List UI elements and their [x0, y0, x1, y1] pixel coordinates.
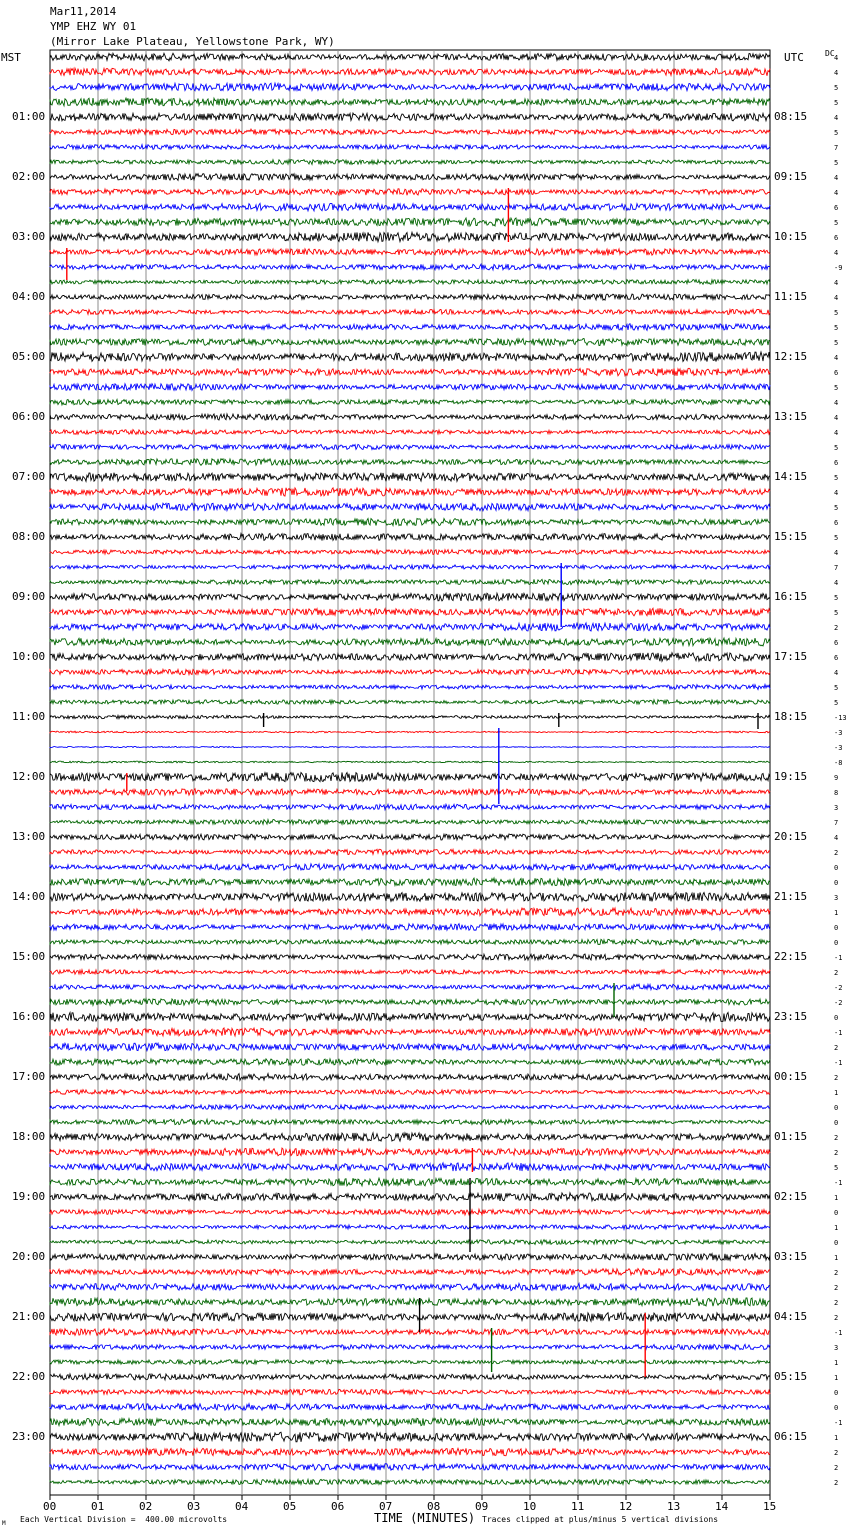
seismic-trace [50, 1133, 770, 1141]
dc-offset-value: 5 [834, 339, 839, 347]
dc-offset-value: 5 [834, 474, 839, 482]
dc-offset-value: 5 [834, 1164, 839, 1172]
dc-offset-value: 1 [834, 1224, 839, 1232]
dc-offset-value: 4 [834, 174, 839, 182]
dc-offset-value: 6 [834, 639, 839, 647]
right-timezone-label: UTC [784, 51, 804, 64]
seismic-trace [50, 324, 770, 331]
dc-offset-value: 4 [834, 834, 839, 842]
dc-offset-value: 2 [834, 1299, 839, 1307]
dc-offset-value: 4 [834, 114, 839, 122]
seismic-trace [50, 1240, 770, 1245]
x-tick-label: 06 [331, 1500, 345, 1513]
dc-offset-value: 4 [834, 489, 839, 497]
utc-hour-label: 01:15 [774, 1130, 808, 1143]
seismic-trace [50, 653, 770, 661]
dc-offset-value: 6 [834, 654, 839, 662]
seismic-trace [50, 1119, 770, 1124]
seismic-trace [50, 294, 770, 300]
seismic-trace [50, 160, 770, 165]
utc-hour-label: 03:15 [774, 1250, 808, 1263]
seismic-trace [50, 939, 770, 945]
seismic-trace [50, 893, 770, 902]
utc-hour-label: 05:15 [774, 1370, 808, 1383]
dc-offset-value: 0 [834, 864, 839, 872]
dc-offset-value: 4 [834, 669, 839, 677]
seismic-trace [50, 864, 770, 870]
seismic-trace [50, 834, 770, 840]
seismic-trace [50, 384, 770, 391]
seismic-trace [50, 309, 770, 314]
mst-hour-label: 21:00 [12, 1310, 46, 1323]
mst-hour-label: 15:00 [12, 950, 46, 963]
dc-offset-value: 4 [834, 279, 839, 287]
seismic-trace [50, 1059, 770, 1065]
dc-offset-value: 3 [834, 1344, 839, 1352]
utc-hour-label: 00:15 [774, 1070, 808, 1083]
mst-hour-label: 20:00 [12, 1250, 46, 1263]
dc-offset-value: 2 [834, 969, 839, 977]
dc-offset-value: 1 [834, 1194, 839, 1202]
dc-offset-value: 0 [834, 1209, 839, 1217]
mst-hour-label: 04:00 [12, 290, 46, 303]
dc-offset-value: 2 [834, 1134, 839, 1142]
seismic-trace [50, 174, 770, 181]
seismic-trace [50, 113, 770, 121]
mst-hour-label: 14:00 [12, 890, 46, 903]
seismic-trace [50, 83, 770, 91]
x-tick-label: 11 [571, 1500, 585, 1513]
seismic-trace [50, 1043, 770, 1051]
seismic-trace [50, 638, 770, 646]
dc-offset-value: 2 [834, 624, 839, 632]
x-tick-label: 12 [619, 1500, 633, 1513]
mst-hour-label: 09:00 [12, 590, 46, 603]
dc-offset-value: -2 [834, 999, 843, 1007]
dc-offset-value: 0 [834, 1239, 839, 1247]
dc-offset-value: 0 [834, 1404, 839, 1412]
utc-hour-label: 12:15 [774, 350, 808, 363]
seismic-trace [50, 761, 770, 763]
seismic-trace [50, 1209, 770, 1215]
dc-offset-value: 4 [834, 429, 839, 437]
dc-offset-value: 6 [834, 459, 839, 467]
seismic-trace [50, 368, 770, 376]
seismic-trace [50, 623, 770, 631]
seismic-trace [50, 218, 770, 226]
seismic-trace [50, 608, 770, 616]
dc-offset-value: 6 [834, 519, 839, 527]
dc-offset-value: 5 [834, 444, 839, 452]
mst-hour-label: 07:00 [12, 470, 46, 483]
dc-offset-value: 2 [834, 849, 839, 857]
mst-hour-label: 16:00 [12, 1010, 46, 1023]
dc-offset-value: -13 [834, 714, 847, 722]
seismic-trace [50, 68, 770, 76]
x-tick-label: 02 [139, 1500, 153, 1513]
mst-hour-label: 03:00 [12, 230, 46, 243]
dc-offset-value: 4 [834, 54, 839, 62]
date-label: Mar11,2014 [50, 5, 117, 18]
dc-offset-value: 2 [834, 1149, 839, 1157]
dc-offset-value: 4 [834, 189, 839, 197]
utc-hour-label: 16:15 [774, 590, 808, 603]
mst-hour-label: 11:00 [12, 710, 46, 723]
utc-hour-label: 21:15 [774, 890, 808, 903]
seismic-trace [50, 1193, 770, 1201]
seismic-trace [50, 804, 770, 810]
seismic-trace [50, 444, 770, 449]
x-tick-label: 00 [43, 1500, 57, 1513]
seismic-trace [50, 550, 770, 555]
dc-offset-value: -1 [834, 1419, 843, 1427]
dc-offset-value: 7 [834, 564, 839, 572]
dc-offset-value: 6 [834, 204, 839, 212]
dc-offset-value: -1 [834, 1329, 843, 1337]
dc-offset-value: 0 [834, 939, 839, 947]
utc-hour-label: 20:15 [774, 830, 808, 843]
dc-offset-value: 0 [834, 1104, 839, 1112]
dc-offset-value: 5 [834, 324, 839, 332]
seismic-trace [50, 954, 770, 960]
dc-offset-value: 1 [834, 1374, 839, 1382]
dc-offset-value: 9 [834, 774, 839, 782]
mst-hour-label: 22:00 [12, 1370, 46, 1383]
dc-offset-value: 7 [834, 144, 839, 152]
seismic-trace [50, 1028, 770, 1036]
utc-hour-label: 17:15 [774, 650, 808, 663]
seismic-trace [50, 430, 770, 435]
dc-offset-value: 1 [834, 1359, 839, 1367]
dc-offset-value: 4 [834, 579, 839, 587]
seismic-trace [50, 534, 770, 541]
mst-hour-label: 02:00 [12, 170, 46, 183]
seismic-trace [50, 1448, 770, 1455]
clip-note: Traces clipped at plus/minus 5 vertical divisions [482, 1515, 719, 1524]
seismic-trace [50, 53, 770, 61]
seismic-trace [50, 999, 770, 1005]
dc-offset-value: 4 [834, 354, 839, 362]
mst-hour-label: 18:00 [12, 1130, 46, 1143]
seismic-trace [50, 1163, 770, 1171]
mst-hour-label: 05:00 [12, 350, 46, 363]
dc-offset-value: 2 [834, 1284, 839, 1292]
dc-offset-value: 4 [834, 414, 839, 422]
seismic-trace [50, 789, 770, 796]
x-tick-label: 14 [715, 1500, 729, 1513]
seismic-trace [50, 1298, 770, 1306]
seismic-trace [50, 772, 770, 781]
seismic-trace [50, 399, 770, 405]
seismic-trace [50, 1254, 770, 1261]
seismic-trace [50, 1479, 770, 1484]
seismic-trace [50, 579, 770, 584]
seismic-trace [50, 519, 770, 526]
seismic-trace [50, 459, 770, 466]
seismic-trace [50, 1090, 770, 1095]
dc-offset-value: 4 [834, 549, 839, 557]
seismic-trace [50, 1329, 770, 1336]
seismic-trace [50, 1225, 770, 1230]
utc-hour-label: 06:15 [774, 1430, 808, 1443]
mst-hour-label: 01:00 [12, 110, 46, 123]
dc-offset-value: 5 [834, 99, 839, 107]
seismic-trace [50, 264, 770, 270]
x-tick-label: 07 [379, 1500, 393, 1513]
dc-offset-value: 3 [834, 804, 839, 812]
dc-offset-value: 4 [834, 294, 839, 302]
seismic-trace [50, 503, 770, 511]
utc-hour-label: 22:15 [774, 950, 808, 963]
seismic-trace [50, 249, 770, 256]
dc-offset-value: 8 [834, 789, 839, 797]
seismic-trace [50, 1374, 770, 1380]
seismic-trace [50, 473, 770, 482]
dc-offset-value: 0 [834, 1119, 839, 1127]
x-tick-label: 03 [187, 1500, 201, 1513]
x-tick-label: 15 [763, 1500, 777, 1513]
dc-offset-value: -1 [834, 1029, 843, 1037]
utc-hour-label: 23:15 [774, 1010, 808, 1023]
dc-offset-value: 5 [834, 84, 839, 92]
seismic-trace [50, 700, 770, 704]
mst-hour-label: 17:00 [12, 1070, 46, 1083]
seismic-trace [50, 849, 770, 855]
utc-hour-label: 15:15 [774, 530, 808, 543]
seismic-trace [50, 1432, 770, 1442]
seismic-trace [50, 129, 770, 135]
seismic-trace [50, 746, 770, 747]
dc-offset-value: 4 [834, 249, 839, 257]
seismic-trace [50, 1313, 770, 1322]
utc-hour-label: 08:15 [774, 110, 808, 123]
dc-offset-value: 1 [834, 909, 839, 917]
dc-offset-value: 2 [834, 1479, 839, 1487]
dc-offset-value: 2 [834, 1449, 839, 1457]
seismic-trace [50, 685, 770, 690]
dc-offset-value: 2 [834, 1314, 839, 1322]
seismic-trace [50, 1418, 770, 1425]
x-axis-label: TIME (MINUTES) [374, 1511, 476, 1525]
utc-hour-label: 11:15 [774, 290, 808, 303]
seismic-trace [50, 1344, 770, 1350]
dc-offset-value: 5 [834, 594, 839, 602]
mst-hour-label: 10:00 [12, 650, 46, 663]
utc-hour-label: 09:15 [774, 170, 808, 183]
x-tick-label: 05 [283, 1500, 297, 1513]
dc-offset-value: 5 [834, 534, 839, 542]
dc-offset-value: 4 [834, 69, 839, 77]
dc-offset-value: -2 [834, 984, 843, 992]
x-tick-label: 10 [523, 1500, 537, 1513]
seismic-trace [50, 488, 770, 496]
dc-offset-value: 5 [834, 384, 839, 392]
seismic-trace [50, 1389, 770, 1394]
dc-offset-value: 0 [834, 1389, 839, 1397]
x-tick-label: 09 [475, 1500, 489, 1513]
seismic-trace [50, 1360, 770, 1365]
dc-offset-value: -1 [834, 1179, 843, 1187]
seismic-trace [50, 593, 770, 601]
seismic-trace [50, 1464, 770, 1471]
seismic-trace [50, 565, 770, 570]
mst-hour-label: 19:00 [12, 1190, 46, 1203]
seismic-trace [50, 280, 770, 285]
seismic-trace [50, 1013, 770, 1022]
dc-offset-value: -9 [834, 264, 843, 272]
left-timezone-label: MST [1, 51, 21, 64]
seismic-trace [50, 203, 770, 211]
seismic-trace [50, 1074, 770, 1081]
seismic-trace [50, 669, 770, 674]
dc-offset-value: 1 [834, 1434, 839, 1442]
dc-offset-value: 2 [834, 1269, 839, 1277]
x-tick-label: 04 [235, 1500, 249, 1513]
dc-offset-value: 5 [834, 159, 839, 167]
dc-offset-value: 5 [834, 219, 839, 227]
dc-offset-value: 5 [834, 129, 839, 137]
dc-offset-value: 2 [834, 1074, 839, 1082]
dc-offset-value: 6 [834, 234, 839, 242]
utc-hour-label: 19:15 [774, 770, 808, 783]
mst-hour-label: 12:00 [12, 770, 46, 783]
corner-mark: M [2, 1520, 6, 1527]
seismic-trace [50, 189, 770, 196]
utc-hour-label: 18:15 [774, 710, 808, 723]
utc-hour-label: 14:15 [774, 470, 808, 483]
dc-offset-value: 5 [834, 504, 839, 512]
dc-offset-value: -3 [834, 729, 843, 737]
dc-offset-value: 5 [834, 699, 839, 707]
seismic-trace [50, 1284, 770, 1291]
utc-hour-label: 10:15 [774, 230, 808, 243]
mst-hour-label: 06:00 [12, 410, 46, 423]
seismic-trace [50, 984, 770, 989]
utc-hour-label: 04:15 [774, 1310, 808, 1323]
seismic-trace [50, 715, 770, 719]
dc-offset-value: 7 [834, 819, 839, 827]
seismic-trace [50, 820, 770, 825]
vertical-division-note: Each Vertical Division = 400.00 microvolts [20, 1515, 228, 1524]
mst-hour-label: 23:00 [12, 1430, 46, 1443]
dc-offset-value: -1 [834, 1059, 843, 1067]
utc-hour-label: 02:15 [774, 1190, 808, 1203]
seismic-trace [50, 908, 770, 916]
x-tick-label: 01 [91, 1500, 105, 1513]
mst-hour-label: 08:00 [12, 530, 46, 543]
x-tick-label: 13 [667, 1500, 681, 1513]
seismic-trace [50, 1404, 770, 1411]
seismic-trace [50, 98, 770, 106]
mst-hour-label: 13:00 [12, 830, 46, 843]
dc-label: DC [825, 49, 835, 58]
dc-offset-value: 4 [834, 399, 839, 407]
dc-offset-value: 5 [834, 309, 839, 317]
dc-offset-value: 1 [834, 1254, 839, 1262]
dc-offset-value: 0 [834, 879, 839, 887]
seismic-trace [50, 232, 770, 241]
dc-offset-value: 0 [834, 924, 839, 932]
seismic-trace [50, 339, 770, 346]
seismic-trace [50, 731, 770, 733]
dc-offset-value: -1 [834, 954, 843, 962]
dc-offset-value: 2 [834, 1464, 839, 1472]
seismic-trace [50, 1269, 770, 1276]
dc-offset-value: -3 [834, 744, 843, 752]
seismic-trace [50, 145, 770, 150]
dc-offset-value: 5 [834, 609, 839, 617]
seismic-trace [50, 1105, 770, 1110]
x-tick-label: 08 [427, 1500, 441, 1513]
dc-offset-value: -8 [834, 759, 843, 767]
seismic-trace [50, 1178, 770, 1186]
dc-offset-value: 2 [834, 1044, 839, 1052]
dc-offset-value: 5 [834, 684, 839, 692]
location-label: (Mirror Lake Plateau, Yellowstone Park, WY) [50, 35, 335, 48]
dc-offset-value: 3 [834, 894, 839, 902]
station-label: YMP EHZ WY 01 [50, 20, 137, 33]
seismic-trace [50, 1148, 770, 1156]
utc-hour-label: 13:15 [774, 410, 808, 423]
seismic-trace [50, 924, 770, 931]
dc-offset-value: 0 [834, 1014, 839, 1022]
seismic-trace [50, 970, 770, 975]
seismic-trace [50, 878, 770, 886]
dc-offset-value: 1 [834, 1089, 839, 1097]
seismic-trace [50, 414, 770, 420]
dc-offset-value: 6 [834, 369, 839, 377]
seismic-trace [50, 352, 770, 362]
